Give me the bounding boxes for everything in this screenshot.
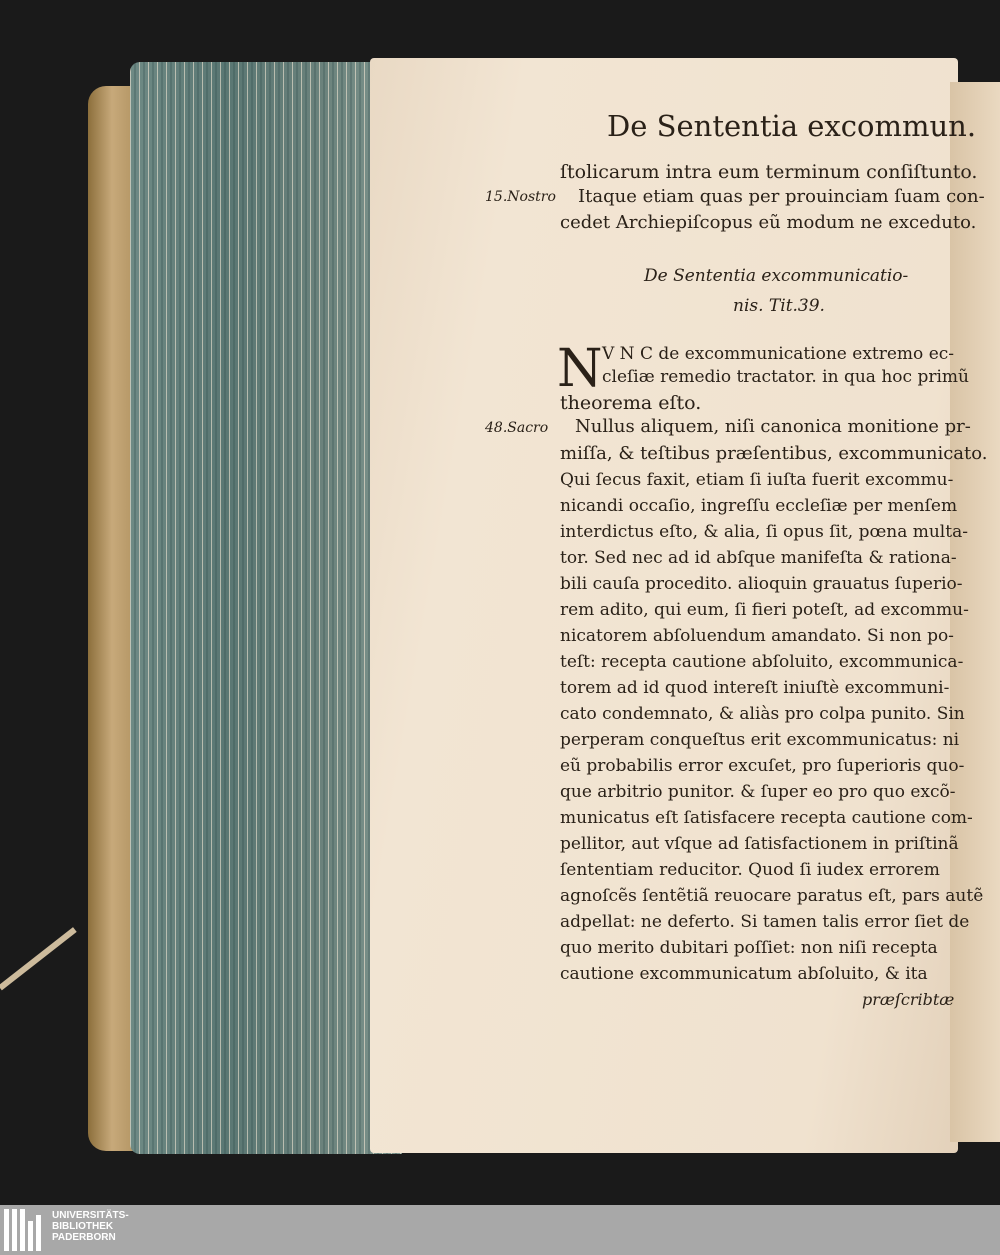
text-line: cautione excommunicatum abſoluito, & ita [560, 964, 928, 984]
bookmark-ribbon [0, 927, 77, 990]
text-line: Itaque etiam quas per prouinciam ſuam con- [578, 186, 985, 207]
text-line: interdictus eſto, & alia, ſi opus ſit, pœna multa- [560, 522, 968, 542]
text-line: municatus eſt ſatisfacere recepta cautione com- [560, 808, 973, 828]
text-line: Nullus aliquem, niſi canonica monitione pr- [575, 416, 971, 437]
logo-line: BIBLIOTHEK [52, 1221, 114, 1232]
text-line: Qui ſecus faxit, etiam ſi iuſta fuerit excommu- [560, 470, 954, 490]
drop-cap: N [557, 339, 603, 399]
text-line: cedet Archiepiſcopus eũ modum ne exceduto. [560, 212, 977, 233]
logo-line: PADERBORN [52, 1232, 116, 1243]
library-logo-text [52, 1210, 129, 1243]
page-edges [130, 62, 402, 1154]
library-logo-icon [4, 1209, 46, 1251]
text-line: teſt: recepta cautione abſoluito, excommunica- [560, 652, 964, 672]
text-line: rem adito, qui eum, ſi fieri poteſt, ad excommu- [560, 600, 969, 620]
text-line: nicatorem abſoluendum amandato. Si non po- [560, 626, 954, 646]
text-line: miſſa, & teſtibus præſentibus, excommunicato. [560, 443, 988, 464]
text-line: bili cauſa procedito. alioquin grauatus ſuperio- [560, 574, 963, 594]
text-line: perperam conqueſtus erit excommunicatus: ni [560, 730, 960, 750]
margin-note: 15.Nostro [485, 189, 556, 205]
text-line: cleſiæ remedio tractator. in qua hoc primũ [602, 367, 969, 387]
text-line: torem ad id quod intereſt iniuſtè excommuni- [560, 678, 950, 698]
text-line: adpellat: ne deferto. Si tamen talis error ſiet de [560, 912, 970, 932]
text-line: V N C de excommunicatione extremo ec- [602, 344, 955, 364]
footer-bar [0, 1205, 1000, 1255]
section-title-line: nis. Tit.39. [733, 296, 825, 316]
section-title-line: De Sententia excommunicatio- [644, 266, 909, 286]
text-line: quo merito dubitari poſſiet: non niſi recepta [560, 938, 938, 958]
text-line: ſententiam reducitor. Quod ſi iudex errorem [560, 860, 940, 880]
catchword: præſcribtæ [862, 990, 955, 1009]
text-line: ſtolicarum intra eum terminum conſiſtunto. [560, 161, 978, 183]
text-line: cato condemnato, & aliàs pro colpa punito. Sin [560, 704, 965, 724]
text-line: agnoſcẽs ſentẽtiã reuocare paratus eſt, pars autẽ [560, 886, 984, 906]
logo-line: UNIVERSITÄTS- [52, 1210, 129, 1221]
text-line: theorema eſto. [560, 392, 702, 414]
running-head: De Sententia excommun. [607, 109, 977, 143]
text-line: que arbitrio punitor. & ſuper eo pro quo excõ- [560, 782, 956, 802]
text-line: eũ probabilis error excuſet, pro ſuperioris quo- [560, 756, 965, 776]
text-line: nicandi occaſio, ingreſſu eccleſiæ per menſem [560, 496, 958, 516]
margin-note: 48.Sacro [485, 420, 549, 436]
text-line: pellitor, aut vſque ad ſatisfactionem in priſtinã [560, 834, 959, 854]
text-line: tor. Sed nec ad id abſque manifeſta & rationa- [560, 548, 957, 568]
